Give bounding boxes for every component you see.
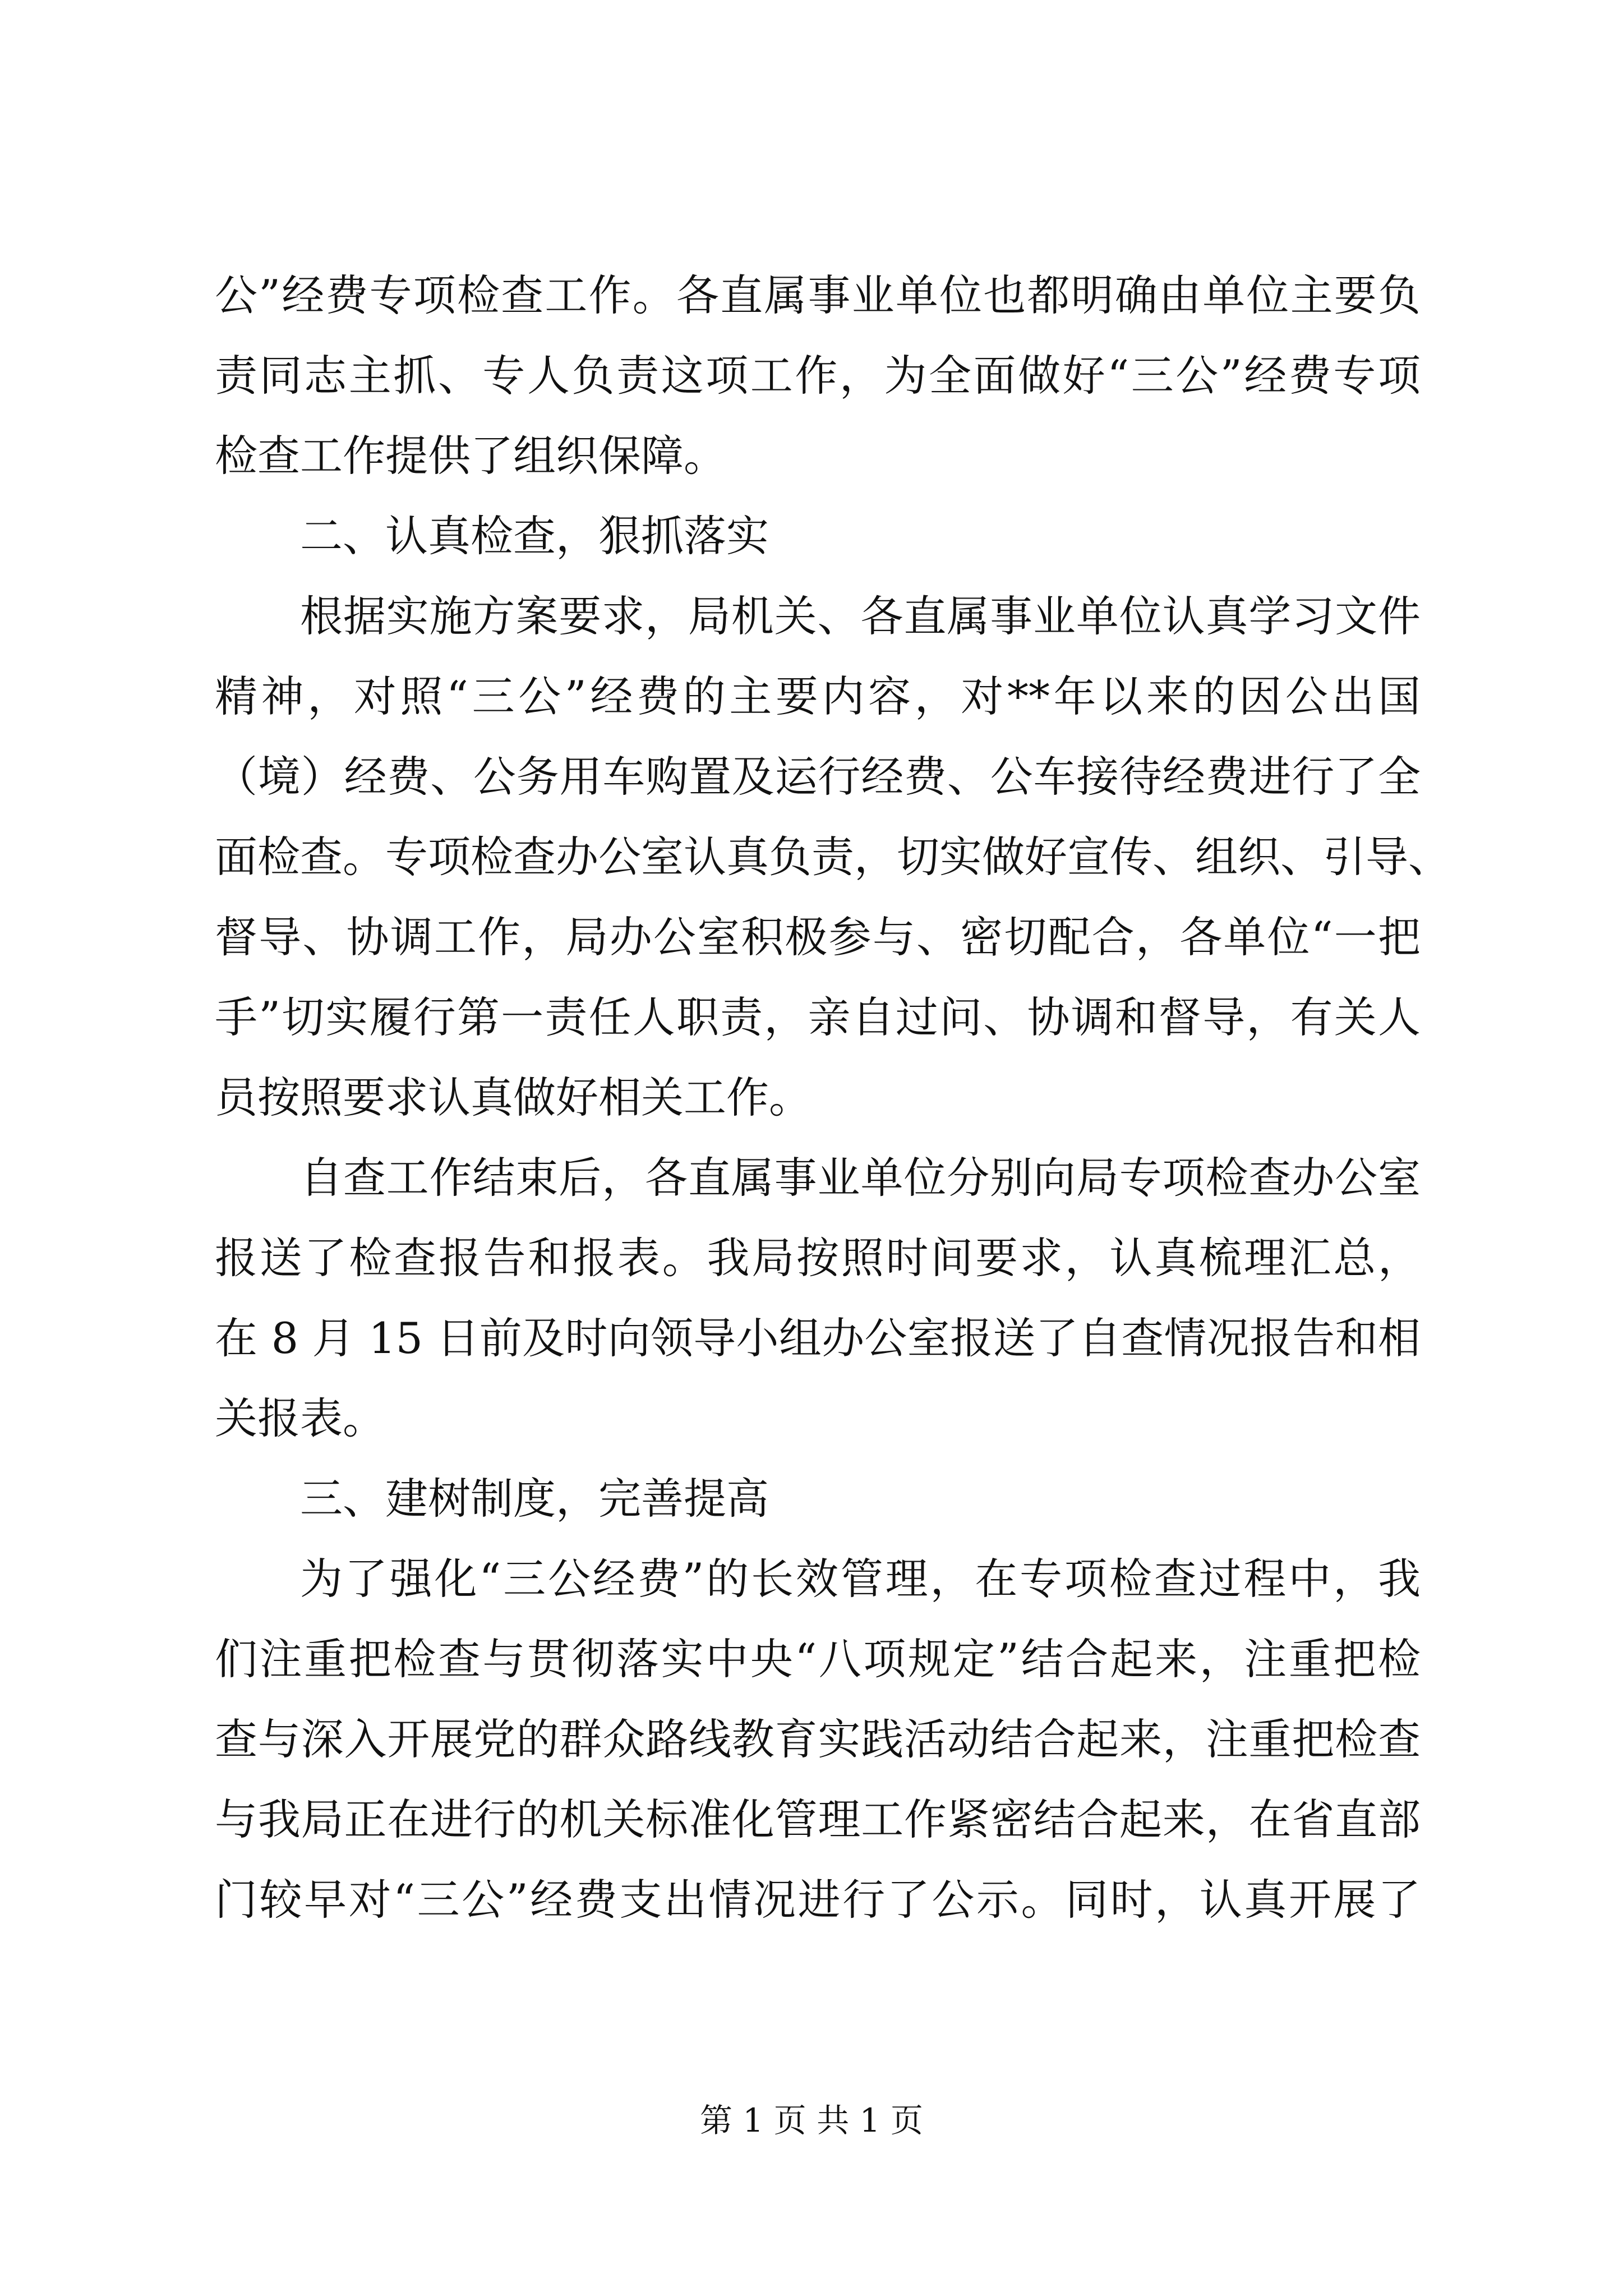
text-line: 责同志主抓、专人负责这项工作，为全面做好“三公”经费专项 <box>215 351 1421 401</box>
text-line: 门较早对“三公”经费支出情况进行了公示。同时，认真开展了 <box>215 1875 1421 1925</box>
text-line: 与我局正在进行的机关标准化管理工作紧密结合起来，在省直部 <box>215 1795 1421 1844</box>
text-line: 公”经费专项检查工作。各直属事业单位也都明确由单位主要负 <box>215 270 1421 320</box>
text-line: 二、认真检查，狠抓落实 <box>300 511 769 561</box>
text-line: 为了强化“三公经费”的长效管理，在专项检查过程中，我 <box>300 1554 1421 1604</box>
text-line: 督导、协调工作，局办公室积极参与、密切配合，各单位“一把 <box>215 912 1421 962</box>
text-line: 们注重把检查与贯彻落实中央“八项规定”结合起来，注重把检 <box>215 1634 1421 1684</box>
text-line: 手”切实履行第一责任人职责，亲自过问、协调和督导，有关人 <box>215 992 1421 1042</box>
text-line: 查与深入开展党的群众路线教育实践活动结合起来，注重把检查 <box>215 1714 1421 1764</box>
text-line: 在 8 月 15 日前及时向领导小组办公室报送了自查情况报告和相 <box>215 1313 1421 1363</box>
text-line: 根据实施方案要求，局机关、各直属事业单位认真学习文件 <box>300 591 1421 641</box>
text-line: 自查工作结束后，各直属事业单位分别向局专项检查办公室 <box>300 1153 1421 1203</box>
text-line: 报送了检查报告和报表。我局按照时间要求，认真梳理汇总， <box>215 1233 1421 1283</box>
text-line: 员按照要求认真做好相关工作。 <box>215 1073 811 1122</box>
text-line: 检查工作提供了组织保障。 <box>215 431 726 481</box>
text-line: 关报表。 <box>215 1393 385 1443</box>
text-line: 三、建树制度，完善提高 <box>300 1474 769 1524</box>
text-line: 面检查。专项检查办公室认真负责，切实做好宣传、组织、引导、 <box>215 832 1451 882</box>
body-text <box>215 255 1451 1940</box>
text-line: 精神，对照“三公”经费的主要内容，对**年以来的因公出国 <box>215 671 1421 721</box>
page-footer: 第 1 页 共 1 页 <box>700 2101 923 2139</box>
text-line: （境）经费、公务用车购置及运行经费、公车接待经费进行了全 <box>215 752 1421 802</box>
